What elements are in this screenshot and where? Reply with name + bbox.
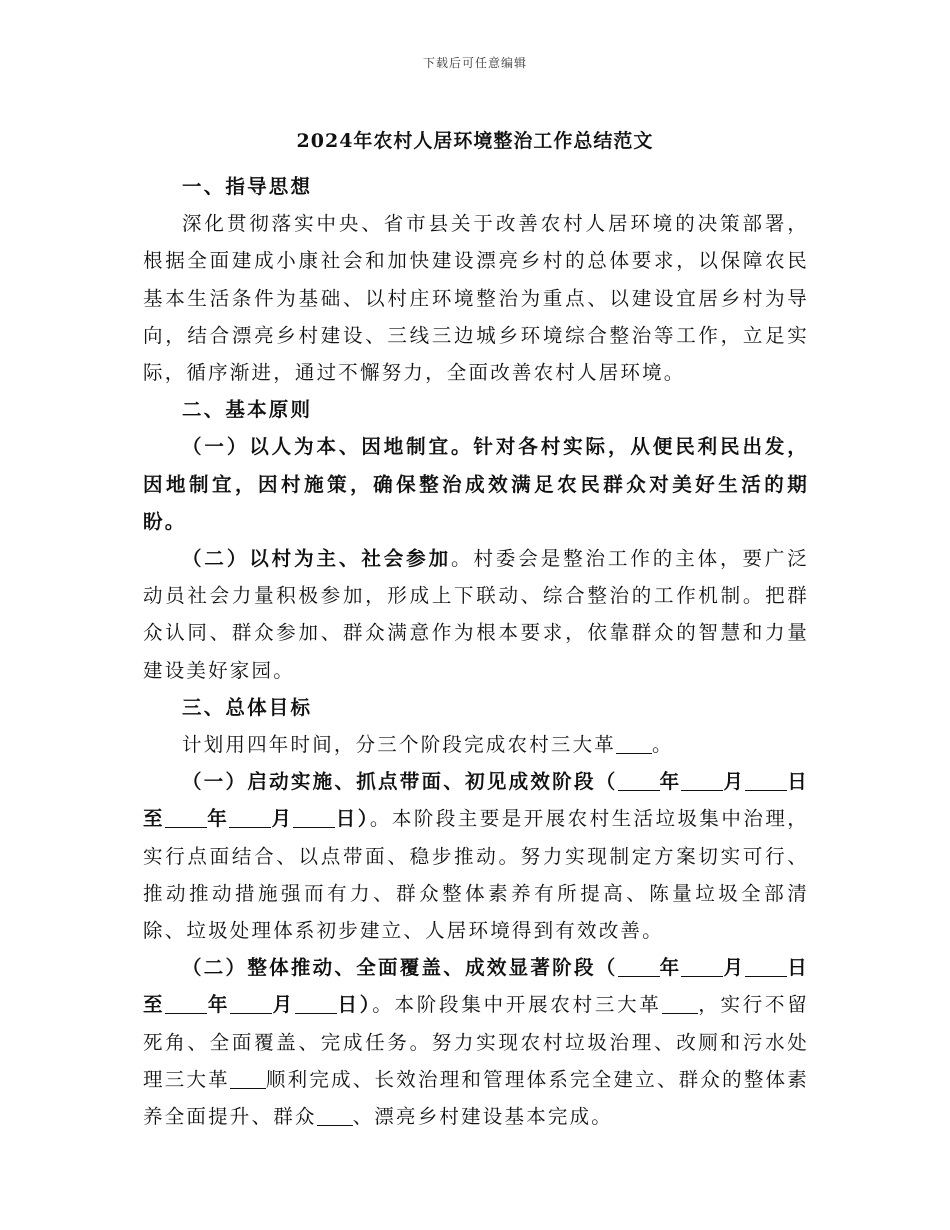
stage-2-label: （二）整体推动、全面覆盖、成效显著阶段（ bbox=[182, 956, 618, 980]
goals-intro-end: 。 bbox=[652, 733, 674, 757]
date-blank bbox=[618, 771, 660, 792]
date-blank bbox=[293, 808, 335, 829]
stage-2-text: ，实行不留死角、全面覆盖、完成任务。努力实现农村垃圾治理、改厕和污水处理三大革 bbox=[143, 993, 809, 1091]
stage-1-label: （一）启动实施、抓点带面、初见成效阶段（ bbox=[182, 770, 618, 794]
day-end-label: 日） bbox=[335, 807, 370, 831]
day-to-label: 日至 bbox=[143, 956, 810, 1017]
principle-1-paragraph: （一）以人为本、因地制宜。针对各村实际，从便民利民出发，因地制宜，因村施策，确保整治成效满足农民群众对美好生活的期盼。 bbox=[143, 435, 809, 533]
day-end-label: 日） bbox=[336, 993, 373, 1017]
goals-intro-paragraph bbox=[143, 726, 809, 763]
principle-2-heading: （二）以村为主、社会参加 bbox=[182, 547, 452, 571]
date-blank bbox=[165, 994, 207, 1015]
date-blank bbox=[745, 957, 787, 978]
stage-2-text: 。本阶段集中开展农村三大革 bbox=[372, 993, 662, 1017]
date-blank bbox=[618, 957, 660, 978]
section-heading-guiding-ideology: 一、指导思想 bbox=[182, 175, 313, 198]
month-label: 月 bbox=[271, 807, 294, 831]
principle-2-paragraph bbox=[143, 540, 809, 689]
year-label: 年 bbox=[659, 956, 682, 980]
fill-in-blank bbox=[662, 994, 698, 1015]
fill-in-blank bbox=[230, 1068, 266, 1089]
stage-2-text: 、漂亮乡村建设基本完成。 bbox=[352, 1105, 614, 1129]
month-label: 月 bbox=[272, 993, 295, 1017]
section-heading-basic-principles: 二、基本原则 bbox=[182, 398, 313, 422]
date-blank bbox=[229, 808, 271, 829]
stage-1-paragraph bbox=[143, 763, 809, 949]
principle-2-text: 。村委会是整治工作的主体，要广泛动员社会力量积极参加，形成上下联动、综合整治的工作机制。把群众认同、群众参加、群众满意作为根本要求，依靠群众的智慧和力量建设美好家园。 bbox=[143, 547, 810, 682]
date-blank bbox=[295, 994, 337, 1015]
document-body bbox=[143, 168, 809, 1135]
month-label: 月 bbox=[723, 770, 746, 794]
fill-in-blank bbox=[616, 734, 652, 755]
goals-intro-text: 计划用四年时间，分三个阶段完成农村三大革 bbox=[182, 733, 617, 757]
year-label: 年 bbox=[206, 807, 230, 831]
date-blank bbox=[681, 957, 723, 978]
stage-2-text: 顺利完成、长效治理和管理体系完全建立、群众的整体素养全面提升、群众 bbox=[143, 1067, 809, 1129]
year-label: 年 bbox=[207, 993, 231, 1017]
document-title: 2024年农村人居环境整治工作总结范文 bbox=[296, 130, 654, 152]
date-blank bbox=[230, 994, 272, 1015]
header-note: 下载后可任意编辑 bbox=[422, 56, 527, 70]
section-paragraph-guiding-ideology: 深化贯彻落实中央、省市县关于改善农村人居环境的决策部署，根据全面建成小康社会和加快建设漂亮乡村的总体要求，以保障农民基本生活条件为基础、以村庄环境整治为重点、以建设宜居乡村为导向，结合漂亮乡村建设、三线三边城乡环境综合整治等工作，立足实际，循序渐进，通过不懈努力，全面改善农村人居环境。 bbox=[143, 212, 809, 385]
year-label: 年 bbox=[659, 770, 682, 794]
date-blank bbox=[165, 808, 207, 829]
stage-2-paragraph bbox=[143, 949, 809, 1135]
date-blank bbox=[681, 771, 723, 792]
day-to-label: 日至 bbox=[143, 770, 810, 831]
stage-1-text: 。本阶段主要是开展农村生活垃圾集中治理，实行点面结合、以点带面、稳步推动。努力实现制定方案切实可行、推动推动措施强而有力、群众整体素养有所提高、陈量垃圾全部清除、垃圾处理体系初步建立、人居环境得到有效改善。 bbox=[143, 807, 810, 943]
date-blank bbox=[745, 771, 787, 792]
section-heading-overall-goals: 三、总体目标 bbox=[182, 695, 313, 719]
fill-in-blank bbox=[317, 1106, 353, 1127]
month-label: 月 bbox=[723, 956, 746, 980]
